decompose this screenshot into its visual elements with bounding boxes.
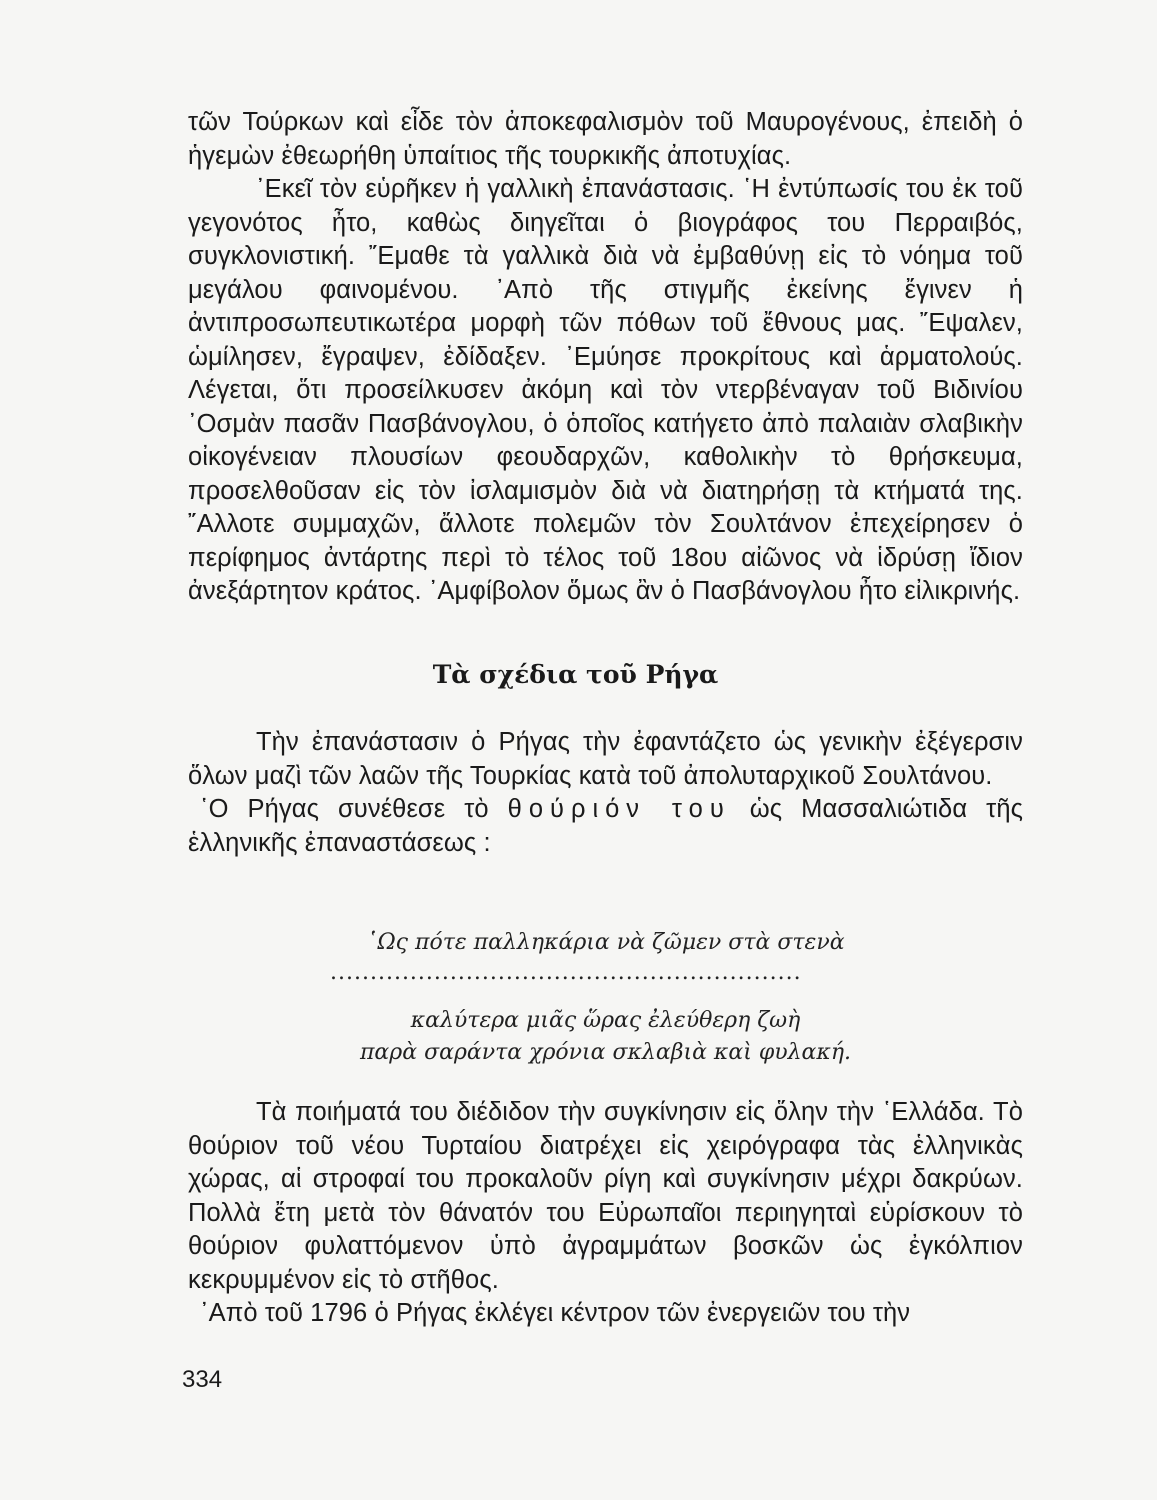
body-text-bottom (188, 1096, 1023, 1331)
poem-line-2: καλύτερα μιᾶς ὥρας ἐλεύθερη ζωὴ (410, 1008, 801, 1033)
paragraph-1796: ᾿Απὸ τοῦ 1796 ὁ Ρήγας ἐκλέγει κέντρον τῶν ἐνεργειῶν του τὴν (200, 1299, 911, 1327)
paragraph-thourios (188, 793, 1023, 860)
poem-line-3: παρὰ σαράντα χρόνια σκλαβιὰ καὶ φυλακή. (359, 1040, 852, 1065)
section-heading: Τὰ σχέδια τοῦ Ρήγα (432, 660, 719, 689)
poem-ellipsis: ........................................................... (330, 960, 802, 985)
paragraph-plans: Τὴν ἐπανάστασιν ὁ Ρήγας τὴν ἐφαντάζετο ὡς γενικὴν ἐξέγερσιν ὅλων μαζὶ τῶν λαῶν τῆς Τουρκίας κατὰ τοῦ ἀπολυταρχικοῦ Σουλτάνου. (188, 728, 1023, 790)
body-text-top (188, 106, 1023, 609)
thourios-text-before: ῾Ο Ρήγας συνέθεσε τὸ (200, 795, 489, 823)
page-number: 334 (182, 1366, 223, 1393)
paragraph-poems: Τὰ ποιήματά του διέδιδον τὴν συγκίνησιν εἰς ὅλην τὴν ῾Ελλάδα. Τὸ θούριον τοῦ νέου Τυρταίου διατρέχει εἰς χειρόγραφα τὰς ἑλληνικὰς χώρας, αἱ στροφαί του προκαλοῦν ρίγη καὶ συγκίνησιν μέχρι δακρύων. Πολλὰ ἔτη μετὰ τὸν θάνατόν του Εὐρωπαῖοι περιηγηταὶ εὑρίσκουν τὸ θούριον φυλαττόμενον ὑπὸ ἀγραμμάτων βοσκῶν ὡς ἐγκόλπιον κεκρυμμένον εἰς τὸ στῆθος. (188, 1098, 1023, 1294)
paragraph-revolution: ᾿Εκεῖ τὸν εὑρῆκεν ἡ γαλλικὴ ἐπανάστασις. ῾Η ἐντύπωσίς του ἐκ τοῦ γεγονότος ἦτο, καθὼς διηγεῖται ὁ βιογράφος του Περραιβός, συγκλονιστική. ῎Εμαθε τὰ γαλλικὰ διὰ νὰ ἐμβαθύνῃ εἰς τὸ νόημα τοῦ μεγάλου φαινομένου. ᾿Απὸ τῆς στιγμῆς ἐκείνης ἔγινεν ἡ ἀντιπροσωπευτικωτέρα μορφὴ τῶν πόθων τοῦ ἔθνους μας. ῎Εψαλεν, ὡμίλησεν, ἔγραψεν, ἐδίδαξεν. ᾿Εμύησε προκρίτους καὶ ἁρματολούς. Λέγεται, ὅτι προσείλκυσεν ἀκόμη καὶ τὸν ντερβέναγαν τοῦ Βιδινίου ᾿Οσμὰν πασᾶν Πασβάνογλου, ὁ ὁποῖος κατήγετο ἀπὸ παλαιὰν σλαβικὴν οἰκογένειαν πλουσίων φεουδαρχῶν, καθολικὴν τὸ θρήσκευμα, προσελθοῦσαν εἰς τὸν ἰσλαμισμὸν διὰ νὰ διατηρήσῃ τὰ κτήματά της. ῎Αλλοτε συμμαχῶν, ἄλλοτε πολεμῶν τὸν Σουλτάνον ἐπεχείρησεν ὁ περίφημος ἀντάρτης περὶ τὸ τέλος τοῦ 18ου αἰῶνος νὰ ἱδρύσῃ ἴδιον ἀνεξάρτητον κράτος. ᾿Αμφίβολον ὅμως ἂν ὁ Πασβάνογλου ἦτο εἰλικρινής. (188, 175, 1023, 605)
poem-line-1: ῾Ως πότε παλληκάρια νὰ ζῶμεν στὰ στενὰ (366, 930, 845, 955)
body-text-middle (188, 726, 1023, 860)
thourios-text-after: ὡς Μασσαλιώτιδα τῆς ἑλληνικῆς ἐπαναστάσεως : (188, 795, 1024, 857)
thourios-spaced-title: θούριόν του (507, 795, 731, 823)
paragraph-continued: τῶν Τούρκων καὶ εἶδε τὸν ἀποκεφαλισμὸν τοῦ Μαυρογένους, ἐπειδὴ ὁ ἡγεμὼν ἐθεωρήθη ὑπαίτιος τῆς τουρκικῆς ἀποτυχίας. (188, 108, 1023, 170)
